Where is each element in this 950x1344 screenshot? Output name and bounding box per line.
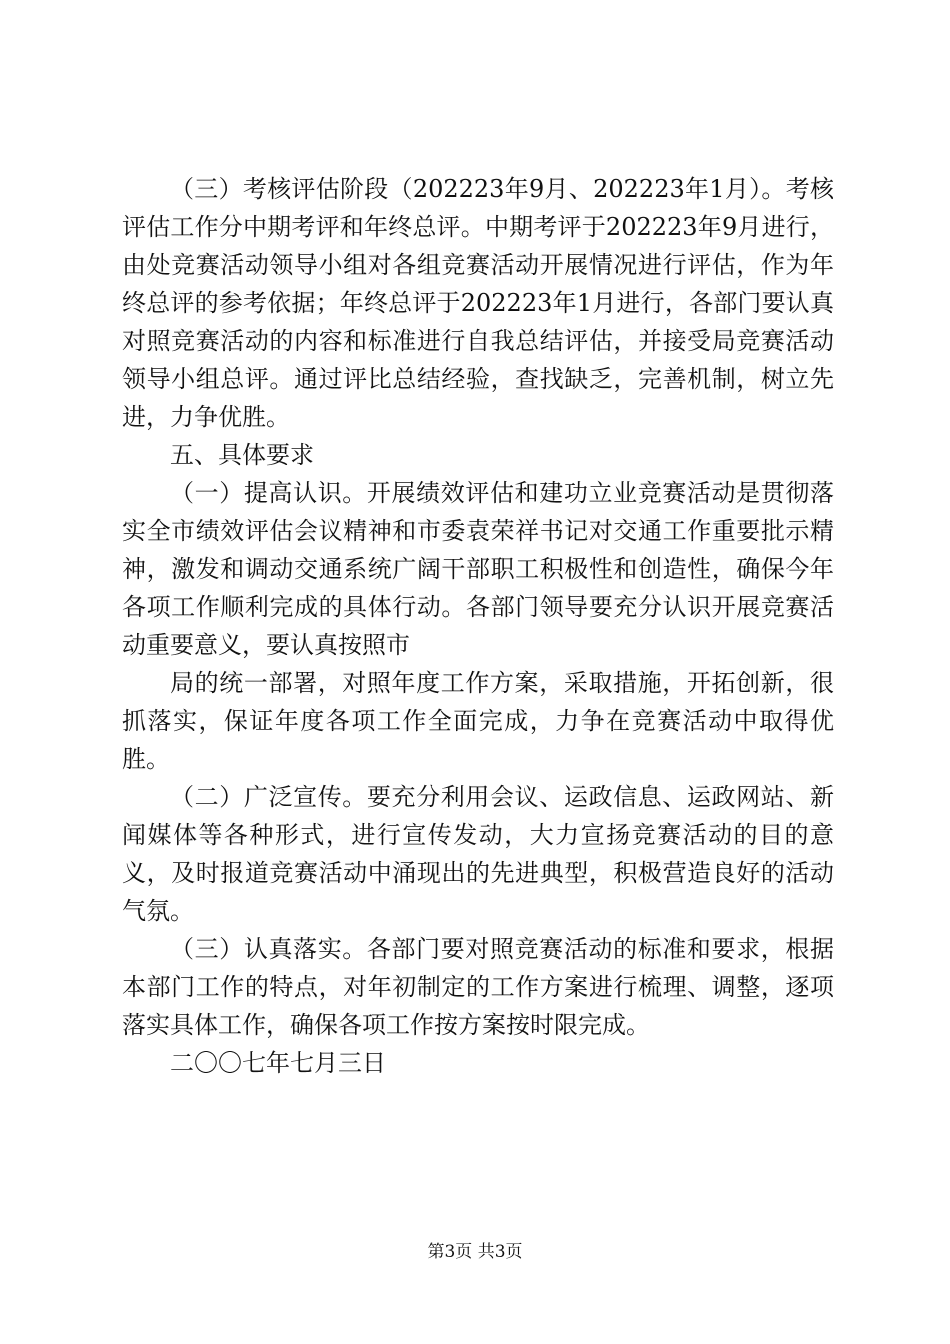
paragraph-implementation: （三）认真落实。各部门要对照竞赛活动的标准和要求，根据本部门工作的特点，对年初制定的工作方案进行梳理、调整，逐项落实具体工作，确保各项工作按方案按时限完成。 bbox=[122, 935, 834, 1039]
paragraph-raise-awareness-continued: 局的统一部署，对照年度工作方案，采取措施，开拓创新，很抓落实，保证年度各项工作全面完成，力争在竞赛活动中取得优胜。 bbox=[122, 669, 834, 773]
section-heading-requirements: 五、具体要求 bbox=[170, 441, 314, 469]
document-body bbox=[122, 170, 834, 1082]
paragraph-raise-awareness: （一）提高认识。开展绩效评估和建功立业竞赛活动是贯彻落实全市绩效评估会议精神和市委袁荣祥书记对交通工作重要批示精神，激发和调动交通系统广阔干部职工积极性和创造性，确保今年各项工作顺利完成的具体行动。各部门领导要充分认识开展竞赛活动重要意义，要认真按照市 bbox=[122, 479, 834, 659]
page-number-footer: 第3页 共3页 bbox=[427, 1242, 523, 1262]
paragraph-assessment-stage: （三）考核评估阶段（202223年9月、202223年1月）。考核评估工作分中期考评和年终总评。中期考评于202223年9月进行，由处竞赛活动领导小组对各组竞赛活动开展情况进行评估，作为年终总评的参考依据；年终总评于202223年1月进行，各部门要认真对照竞赛活动的内容和标准进行自我总结评估，并接受局竞赛活动领导小组总评。通过评比总结经验，查找缺乏，完善机制，树立先进，力争优胜。 bbox=[122, 175, 834, 431]
paragraph-publicity: （二）广泛宣传。要充分利用会议、运政信息、运政网站、新闻媒体等各种形式，进行宣传发动，大力宣扬竞赛活动的目的意义，及时报道竞赛活动中涌现出的先进典型，积极营造良好的活动气氛。 bbox=[122, 783, 834, 925]
document-date: 二〇〇七年七月三日 bbox=[170, 1049, 386, 1077]
